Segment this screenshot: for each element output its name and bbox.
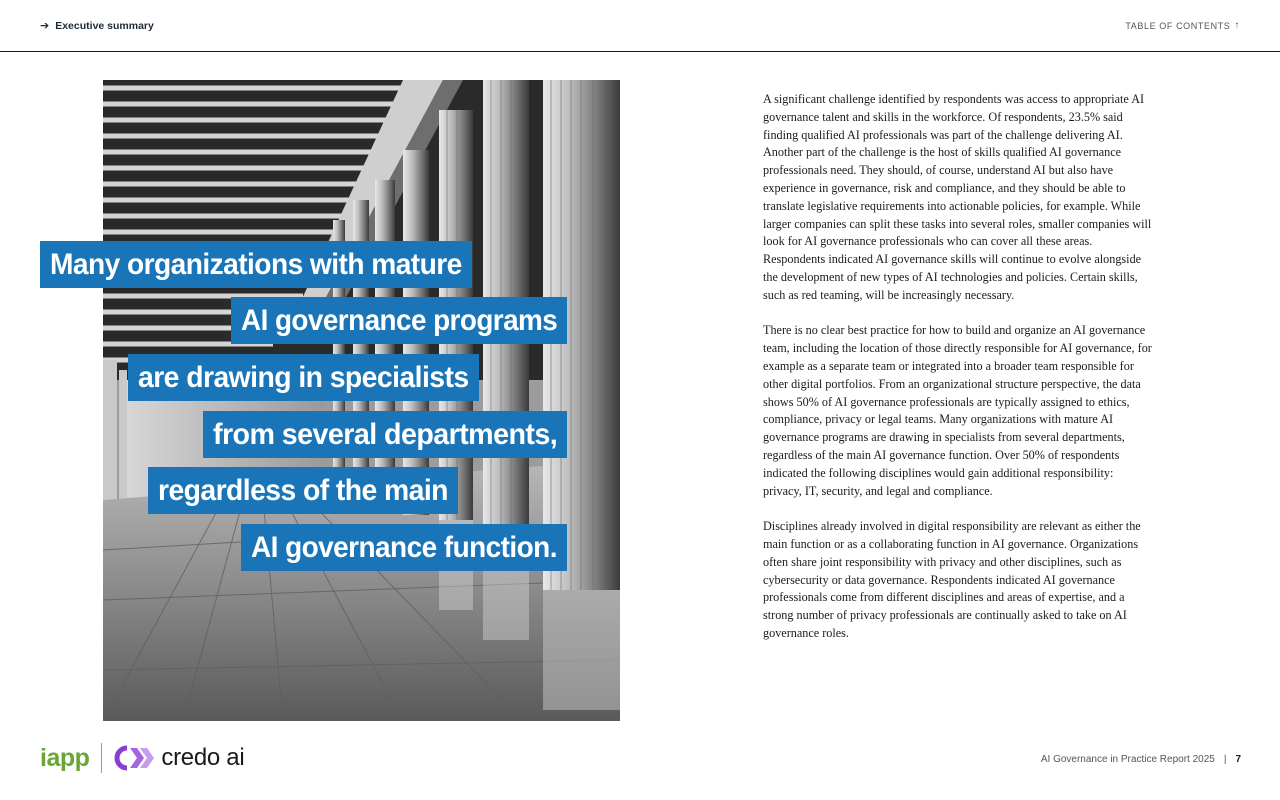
body-paragraph-1: A significant challenge identified by respondents was access to appropriate AI governance talent and skills in the workforce. Of respondents, 23.5% said finding qualified AI professionals was part of the challenge delivering AI. Another part of the challenge is the host of skills qualified AI governance professionals need. They should, of course, understand AI but also have experience in governance, risk and compliance, and they should be able to translate legislative requirements into actionable policies, for example. While larger companies can split these tasks into several roles, smaller companies will look for AI governance professionals who can cover all these areas. Respondents indicated AI governance skills will continue to evolve alongside the development of new types of AI technologies and policies. Certain skills, such as red teaming, will be increasingly necessary. xyxy=(763,92,1152,302)
credo-ai-logo-mark-icon xyxy=(114,745,156,771)
iapp-logo: iapp xyxy=(40,743,90,772)
section-label: Executive summary xyxy=(55,20,154,32)
page-header xyxy=(0,0,1280,52)
body-paragraph-2: There is no clear best practice for how to build and organize an AI governance team, including the location of those directly responsible for AI governance, for example as a separate team or integrated into a broader team responsible for other digital portfolios. From an organizational structure perspective, the data shows 50% of AI governance professionals are typically assigned to ethics, compliance, privacy or legal teams. Many organizations with mature AI governance programs are drawing in specialists from several departments, regardless of the main AI governance function. Over 50% of respondents indicated the following disciplines would gain additional responsibility: privacy, IT, security, and legal and compliance. xyxy=(763,323,1152,498)
body-paragraph-3: Disciplines already involved in digital responsibility are relevant as either the main function or as a collaborating function in AI governance. Organizations often share joint responsibility with privacy and other disciplines, such as cybersecurity or data governance. Respondents indicated AI governance professionals come from different disciplines and areas of expertise, and a strong number of privacy professionals are continually asked to take on AI governance roles. xyxy=(763,519,1141,640)
table-of-contents-link[interactable] xyxy=(1125,21,1240,31)
pull-quote-line-1: Many organizations with mature xyxy=(40,241,472,288)
pull-quote-line-6: AI governance function. xyxy=(241,524,567,571)
page-number: 7 xyxy=(1235,754,1241,765)
pull-quote-line-5: regardless of the main xyxy=(148,467,458,514)
pull-quote-line-4: from several departments, xyxy=(203,411,567,458)
footer-separator: | xyxy=(1223,754,1227,765)
footer-logos xyxy=(40,740,244,776)
arrow-right-icon: ➔ xyxy=(40,19,50,32)
toc-label: TABLE OF CONTENTS xyxy=(1125,21,1231,31)
report-title: AI Governance in Practice Report 2025 xyxy=(1040,754,1215,765)
pull-quote-line-3: are drawing in specialists xyxy=(128,354,479,401)
pull-quote-line-2: AI governance programs xyxy=(231,297,567,344)
section-breadcrumb-link[interactable] xyxy=(40,20,154,32)
body-text xyxy=(763,91,1153,661)
footer-report-info xyxy=(1041,754,1241,765)
arrow-up-icon: ↑ xyxy=(1234,20,1240,31)
logo-divider xyxy=(101,743,102,773)
credo-ai-logo-text: credo ai xyxy=(161,744,245,771)
